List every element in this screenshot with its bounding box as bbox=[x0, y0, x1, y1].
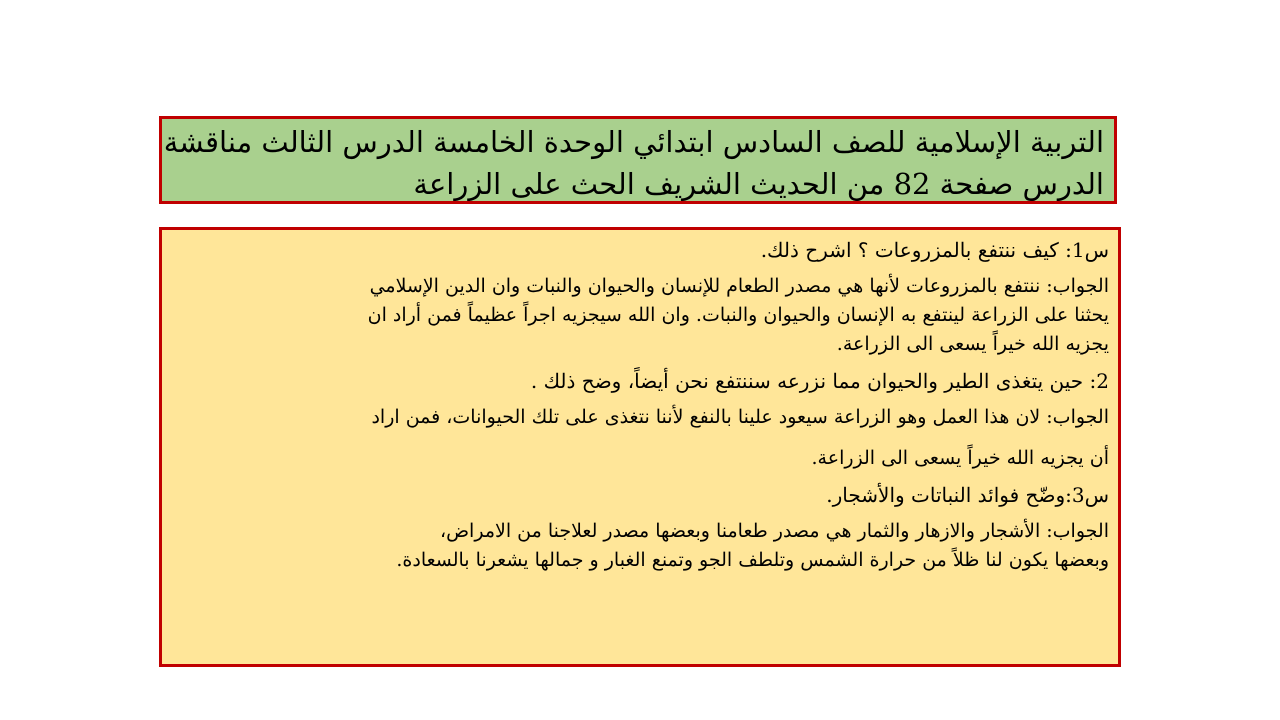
answer-1-line-3: يجزيه الله خيراً يسعى الى الزراعة. bbox=[836, 333, 1109, 355]
answer-2-line-1: الجواب: لان هذا العمل وهو الزراعة سيعود علينا بالنفع لأننا نتغذى على تلك الحيوانات، فمن اراد bbox=[371, 406, 1109, 428]
answer-2-line-2: أن يجزيه الله خيراً يسعى الى الزراعة. bbox=[811, 447, 1109, 469]
question-2: 2: حين يتغذى الطير والحيوان مما نزرعه سننتفع نحن أيضاً، وضح ذلك . bbox=[530, 369, 1109, 393]
lesson-content-box bbox=[159, 227, 1121, 667]
answer-3-line-1: الجواب: الأشجار والازهار والثمار هي مصدر طعامنا وبعضها مصدر لعلاجنا من الامراض، bbox=[439, 520, 1109, 542]
answer-3-line-2: وبعضها يكون لنا ظلاً من حرارة الشمس وتلطف الجو وتمنع الغبار و جمالها يشعرنا بالسعادة. bbox=[396, 549, 1109, 571]
lesson-title-line-2: الدرس صفحة 82 من الحديث الشريف الحث على الزراعة bbox=[413, 167, 1104, 201]
lesson-title-line-1: التربية الإسلامية للصف السادس ابتدائي الوحدة الخامسة الدرس الثالث مناقشة bbox=[163, 125, 1104, 159]
answer-1-line-2: يحثنا على الزراعة لينتفع به الإنسان والحيوان والنبات. وان الله سيجزيه اجراً عظيماً فمن أراد ان bbox=[367, 304, 1109, 326]
question-1: س1: كيف ننتفع بالمزروعات ؟ اشرح ذلك. bbox=[760, 238, 1109, 262]
lesson-title-box bbox=[159, 116, 1117, 204]
question-3: س3:وضّح فوائد النباتات والأشجار. bbox=[826, 483, 1109, 507]
answer-1-line-1: الجواب: ننتفع بالمزروعات لأنها هي مصدر الطعام للإنسان والحيوان والنبات وان الدين الإسلامي bbox=[369, 275, 1109, 297]
